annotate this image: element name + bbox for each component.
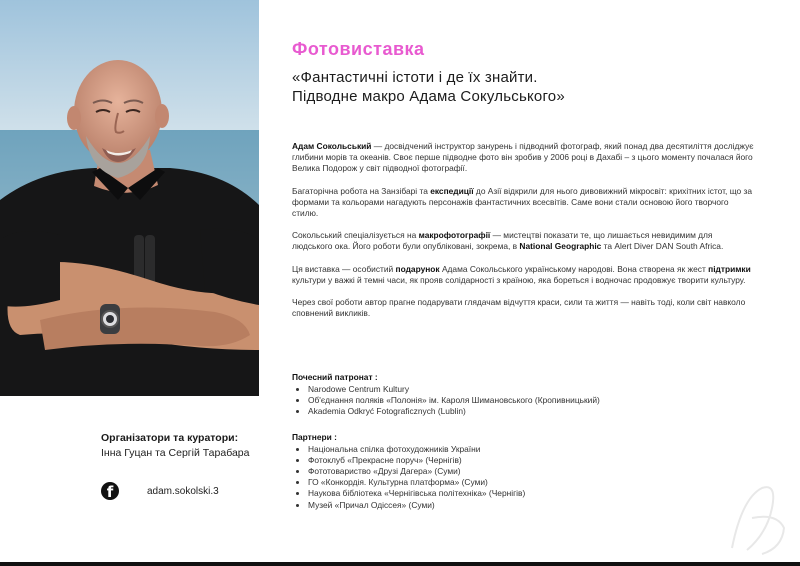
text-run: та Alert Diver DAN South Africa. <box>601 241 724 252</box>
paragraph-gift <box>292 264 754 286</box>
bold-run: Адам Сокольський <box>292 141 372 151</box>
list-item: • Фотоклуб «Прекрасне поруч» (Чернігів) <box>308 455 732 466</box>
bold-run: National Geographic <box>519 241 602 252</box>
bottom-border <box>0 562 800 566</box>
exhibition-title <box>292 68 762 106</box>
social-link[interactable] <box>101 482 219 500</box>
credits-lists <box>292 372 732 525</box>
text-run: Через свої роботи автор прагне подарувати глядачам відчуття краси, сили та життя — навіть тоді, коли світ навколо сповнений викликів. <box>292 297 746 319</box>
paragraph-zanzibar <box>292 186 754 220</box>
organizers-names: Інна Гуцан та Сергій Тарабара <box>101 447 250 459</box>
facebook-icon: f <box>101 482 119 500</box>
list-item: • Фототовариство «Друзі Дагера» (Суми) <box>308 466 732 477</box>
description-body <box>292 141 754 330</box>
signature-watermark-icon <box>722 478 792 558</box>
text-run: Ця виставка — особистий <box>292 263 396 274</box>
exhibition-title-line-2: Підводне макро Адама Сокульського» <box>292 88 565 105</box>
text-run: до Азії відкрили для нього дивовижний мікросвіт: крихітних істот, що за формами та кольорами нагадують персонажів фантастичних всесвітів. Саме вони стали основою його творчого стилю. <box>292 185 752 219</box>
patronage-title: Почесний патронат : <box>292 372 378 382</box>
facebook-handle: adam.sokolski.3 <box>147 485 219 497</box>
organizers-title: Організатори та куратори: <box>101 432 239 444</box>
text-run: Багаторічна робота на Занзібарі та <box>292 185 431 196</box>
organizers-block <box>101 432 271 460</box>
exhibition-title-line-1: «Фантастичні істоти і де їх знайти. <box>292 69 538 86</box>
paragraph-bio <box>292 141 754 175</box>
partners-list <box>292 444 732 511</box>
text-run: Адама Сокольського українському народові. Вона створена як жест <box>439 263 709 274</box>
text-run: Сокольський спеціалізується на <box>292 230 419 241</box>
list-item: • Музей «Причал Одіссея» (Суми) <box>308 500 732 511</box>
bold-run: експедиції <box>430 185 474 196</box>
text-run: культури у важкі й темні часи, як прояв солідарності з країною, яка бореться і водночас продовжує творити культуру. <box>292 274 746 285</box>
text-run: — мистецтві показати те, що лишається невидимим для людського ока. Його роботи були опубліковані, зокрема, в <box>292 230 713 252</box>
partners-title: Партнери : <box>292 431 337 442</box>
bold-run: макрофотографії <box>418 230 491 241</box>
list-item: • Наукова бібліотека «Чернігівська політехніка» (Чернігів) <box>308 488 732 499</box>
exhibition-kicker: Фотовиставка <box>292 39 425 59</box>
bold-run: подарунок <box>395 263 440 274</box>
list-item: • Narodowe Centrum Kultury <box>308 384 732 395</box>
bold-run: підтримки <box>708 263 751 274</box>
patronage-list <box>292 384 732 418</box>
paragraph-macro <box>292 230 754 252</box>
list-item: • Національна спілка фотохудожників України <box>308 444 732 455</box>
paragraph-mission <box>292 297 754 319</box>
header <box>292 38 762 106</box>
list-item: • Об'єднання поляків «Полонія» ім. Кароля Шимановського (Кропивницький) <box>308 395 732 406</box>
author-portrait-photo <box>0 0 259 396</box>
text-run: — досвідчений інструктор занурень і підводний фотограф, який понад два десятиліття досліджує глибини морів та океанів. Своє перше підводне фото він зробив у 2006 році в Дахабі – з цього моменту почалася його Велика Подорож у світ підводної фотографії. <box>292 141 754 174</box>
list-item: • Akademia Odkryć Fotograficznych (Lublin) <box>308 406 732 417</box>
list-item: • ГО «Конкордія. Культурна платформа» (Суми) <box>308 477 732 488</box>
